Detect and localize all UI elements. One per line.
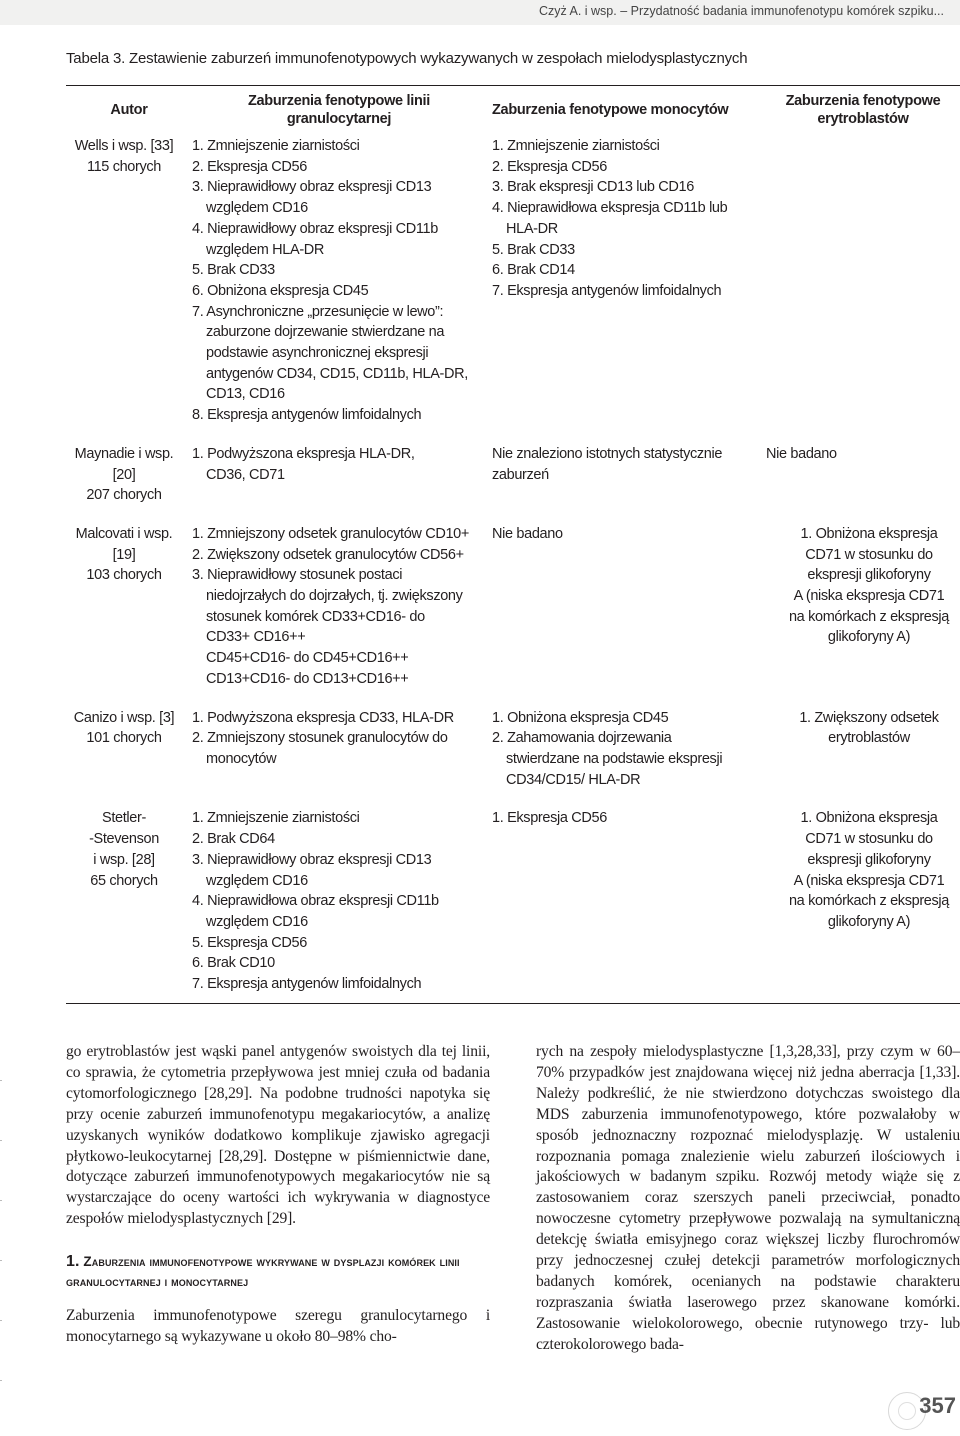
author-name-continued: -Stevenson (89, 831, 159, 848)
author-name: Maynadie i wsp. (74, 445, 174, 462)
header-granulocytic (192, 86, 486, 136)
list-item: 5. Brak CD33 (192, 262, 275, 279)
author-cell (66, 708, 192, 809)
list-item: 1. Podwyższona ekspresja CD33, HLA-DR (192, 709, 454, 726)
erythroblasts-cell (766, 136, 960, 444)
author-etal: i wsp. [28] (93, 851, 155, 868)
list-item-continuation: CD45+CD16- do CD45+CD16++ (206, 650, 409, 667)
table-header-row (66, 86, 960, 136)
list-line: ekspresji glikoforyny (807, 851, 931, 868)
granulocytic-cell (192, 444, 486, 524)
erythroblasts-cell (766, 444, 960, 524)
erythroblasts-cell (766, 524, 960, 708)
list-item: 1. Podwyższona ekspresja HLA-DR, CD36, CD71 (192, 445, 415, 483)
list-item: 7. Ekspresja antygenów limfoidalnych (492, 282, 722, 299)
author-cell (66, 524, 192, 708)
reference: [20] (112, 466, 136, 483)
header-erythroblasts: Zaburzenia fenotypowe erytroblastów (785, 93, 941, 127)
list-item: 2. Ekspresja CD56 (192, 158, 307, 175)
list-item: Nie badano (492, 525, 563, 542)
list-item: 1. Zmniejszenie ziarnistości (492, 138, 660, 154)
list-line: A (niska ekspresja CD71 (793, 588, 945, 605)
reference: [19] (112, 546, 136, 563)
body-paragraph: go erytroblastów jest wąski panel antygenów swoistych dla tej linii, co sprawia, że cytometria przepływowa jest mniej czuła od badania cytomorfologicznego [28,29]. Na podobne trudności napotyka się przy ocenie zaburzeń immunofenotypu megakariocytów, a analizę uzyskanych wyników dodatkowo komplikuje zjawisko agregacji płytkowo-leukocytarnej [28,29]. Dostępne w piśmiennictwie dane, dotyczące zaburzeń immunofenotypowych megakariocytów nie są wystarczające do oceny wartości ich wykrywania w diagnostyce zespołów mielodysplastycznych [29]. (66, 1043, 490, 1228)
erythroblasts-cell (766, 708, 960, 809)
header-author: Autor (110, 102, 148, 118)
list-line: glikoforyny A) (827, 629, 911, 646)
list-line: ekspresji glikoforyny (807, 567, 931, 584)
table-caption: Tabela 3. Zestawienie zaburzeń immunofenotypowych wykazywanych w zespołach mielodysplastycznych (66, 50, 748, 67)
list-item: 3. Nieprawidłowy obraz ekspresji CD13 względem CD16 (192, 179, 432, 217)
list-item: 4. Nieprawidłowy obraz ekspresji CD11b względem HLA-DR (192, 220, 438, 258)
list-item: 5. Brak CD33 (492, 241, 575, 258)
table-row (66, 444, 960, 524)
erythroblasts-cell (766, 808, 960, 1002)
phenotype-table (66, 85, 960, 1004)
list-item: 7. Ekspresja antygenów limfoidalnych (192, 976, 422, 993)
author-name: Stetler- (102, 810, 146, 827)
list-item: 2. Brak CD64 (192, 831, 275, 848)
patient-count: 103 chorych (86, 567, 162, 584)
section-heading (66, 1252, 490, 1292)
granulocytic-cell (192, 708, 486, 809)
list-item: 5. Ekspresja CD56 (192, 934, 307, 951)
list-item: 6. Brak CD10 (192, 955, 275, 972)
table-row (66, 524, 960, 708)
author-name: Malcovati i wsp. (75, 525, 173, 542)
list-item: Nie znaleziono istotnych statystycznie zaburzeń (492, 445, 723, 483)
list-item: 2. Zahamowania dojrzewania stwierdzane na podstawie ekspresji CD34/CD15/ HLA-DR (492, 730, 723, 788)
running-header (0, 0, 960, 25)
monocytes-cell (486, 136, 766, 444)
granulocytic-cell (192, 524, 486, 708)
list-item: 3. Brak ekspresji CD13 lub CD16 (492, 179, 694, 196)
granulocytic-cell (192, 136, 486, 444)
granulocytic-cell (192, 808, 486, 1002)
page-number: 357 (919, 1393, 956, 1418)
header-monocytes: Zaburzenia fenotypowe monocytów (492, 102, 729, 118)
list-line: 1. Obniżona ekspresja (800, 525, 938, 542)
list-item: 1. Ekspresja CD56 (492, 810, 607, 827)
list-item-continuation: CD13+CD16- do CD13+CD16++ (206, 670, 409, 687)
author-name: Wells i wsp. [33] (74, 138, 174, 154)
table-row (66, 808, 960, 1002)
list-item: 6. Obniżona ekspresja CD45 (192, 282, 369, 299)
list-line: na komórkach z ekspresją (788, 893, 950, 910)
monocytes-cell (486, 524, 766, 708)
list-item: 4. Nieprawidłowa obraz ekspresji CD11b względem CD16 (192, 893, 439, 930)
author-cell (66, 444, 192, 524)
table-row (66, 708, 960, 809)
body-column-left (66, 1042, 490, 1348)
list-item: 7. Asynchroniczne „przesunięcie w lewo”: zaburzone dojrzewanie stwierdzane na podstawie asynchronicznej ekspresji antygenów CD34, CD15, CD11b, HLA-DR, CD13, CD16 (192, 303, 468, 403)
section-number: 1. (66, 1253, 80, 1271)
list-line: erytroblastów (828, 730, 910, 747)
margin-ticks (0, 1080, 3, 1420)
author-cell (66, 808, 192, 1002)
list-item: 8. Ekspresja antygenów limfoidalnych (192, 407, 422, 424)
list-item: 2. Ekspresja CD56 (492, 158, 607, 175)
table-row (66, 136, 960, 444)
list-line: A (niska ekspresja CD71 (793, 872, 945, 889)
list-item: 1. Zmniejszenie ziarnistości (192, 810, 360, 827)
list-item: 3. Nieprawidłowy stosunek postaci niedojrzałych do dojrzałych, tj. zwiększony stosunek komórek CD33+CD16- do CD33+ CD16++ (192, 567, 463, 646)
monocytes-cell (486, 708, 766, 809)
patient-count: 207 chorych (86, 487, 162, 504)
monocytes-cell (486, 444, 766, 524)
list-line: 1. Obniżona ekspresja (800, 810, 938, 827)
header-granulocytic-text: Zaburzenia fenotypowe linii granulocytarnej (247, 93, 431, 127)
list-item: 1. Zmniejszony odsetek granulocytów CD10+ (192, 525, 470, 542)
author-name: Canizo i wsp. [3] (73, 709, 175, 726)
list-item: 1. Obniżona ekspresja CD45 (492, 709, 669, 726)
body-paragraph: Zaburzenia immunofenotypowe szeregu granulocytarnego i monocytarnego są wykazywane u około 80–98% cho- (66, 1307, 490, 1346)
section-title: Zaburzenia immunofenotypowe wykrywane w dysplazji komórek linii granulocytarnej i monocytarnej (66, 1254, 460, 1290)
list-item: Nie badano (766, 445, 837, 462)
patient-count: 65 chorych (90, 872, 158, 889)
patient-count: 115 chorych (86, 158, 162, 175)
list-line: CD71 w stosunku do (805, 831, 933, 848)
list-item: 2. Zwiększony odsetek granulocytów CD56+ (192, 546, 464, 563)
list-item: 3. Nieprawidłowy obraz ekspresji CD13 względem CD16 (192, 851, 432, 889)
list-item: 1. Zmniejszenie ziarnistości (192, 138, 360, 154)
list-line: na komórkach z ekspresją (788, 608, 950, 625)
monocytes-cell (486, 808, 766, 1002)
list-item: 2. Zmniejszony stosunek granulocytów do monocytów (192, 730, 448, 767)
body-paragraph: rych na zespoły mielodysplastyczne [1,3,28,33], przy czym w 60–70% przypadków jest znajdowana więcej niż jedna aberracja [1,33]. Należy podkreślić, że nie stwierdzono dotychczas swoistego dla MDS zaburzenia immunofenotypowego, które pozwalałoby w sposób jednoznaczny rozpoznać mielodysplazję. W ustaleniu rozpoznania pomaga znalezienie wielu zaburzeń ilościowych i jakościowych w badanym szpiku. Rozwój metody wiąże się z zastosowaniem coraz szerszych paneli przeciwciał, ponadto nowoczesne cytometry przepływowe pozwalają na symultaniczną detekcję światła emisyjnego coraz większej liczby flurochromów przy jednoczesnej czułej detekcji parametrów morfologicznych badanych komórek, ocenianych na podstawie charakteru rozpraszania światła laserowego przez skanowane komórki. Zastosowanie wielokolorowego, obecnie rutynowego trzy- lub czterokolorowego bada- (536, 1043, 960, 1353)
list-item: 6. Brak CD14 (492, 262, 575, 279)
running-header-text: Czyż A. i wsp. – Przydatność badania immunofenotypu komórek szpiku... (538, 4, 944, 18)
author-cell (66, 136, 192, 444)
patient-count: 101 chorych (86, 730, 162, 747)
body-column-right (536, 1042, 960, 1356)
list-item: 4. Nieprawidłowa ekspresja CD11b lub HLA-DR (492, 200, 728, 237)
list-line: 1. Zwiększony odsetek (799, 709, 939, 726)
list-line: CD71 w stosunku do (805, 546, 933, 563)
list-line: glikoforyny A) (827, 913, 911, 930)
